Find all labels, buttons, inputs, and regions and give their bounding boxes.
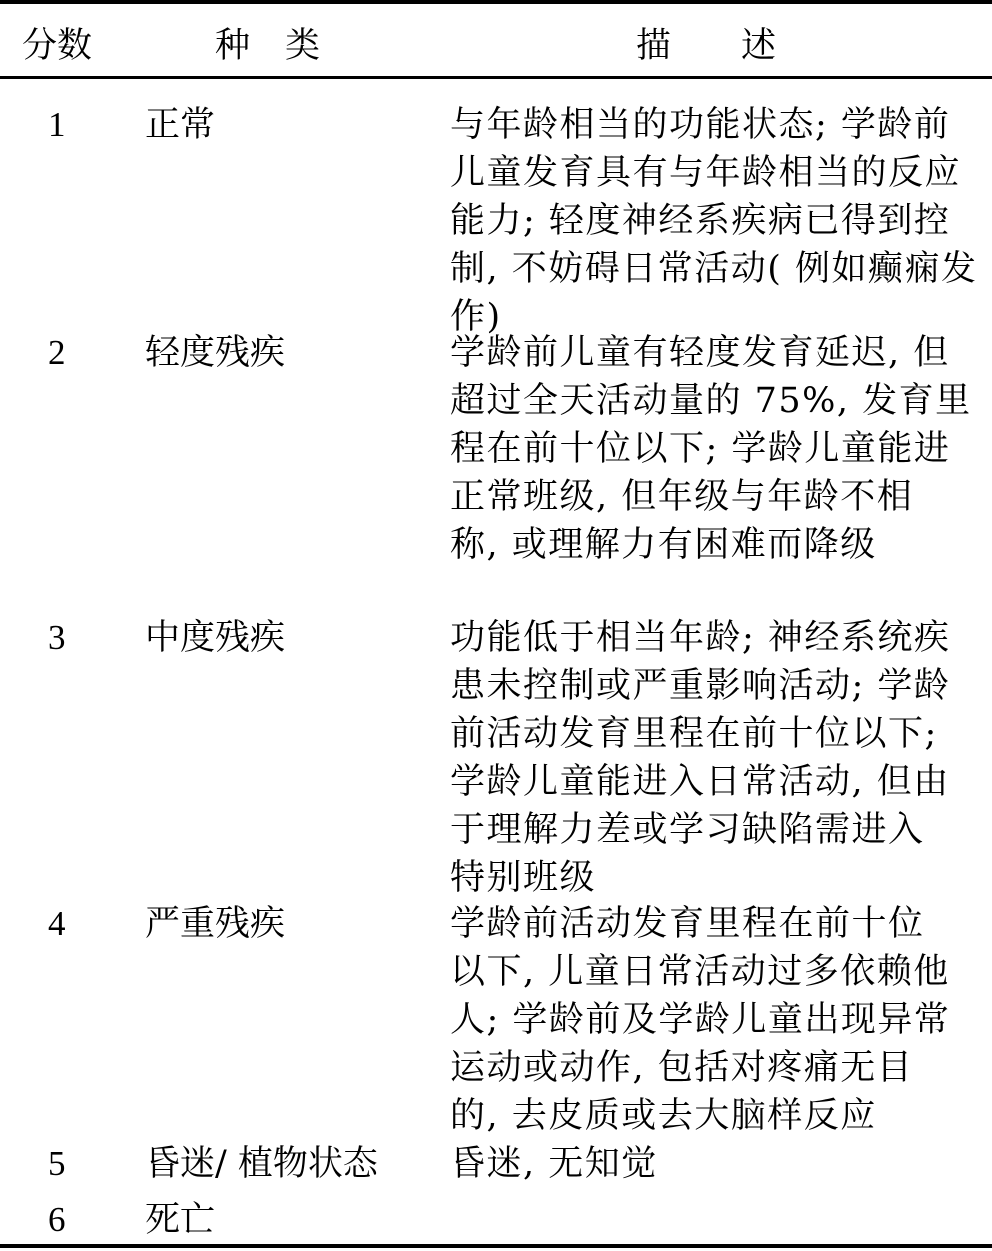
table-top-rule [0,0,992,4]
row-3-description-line: 患未控制或严重影响活动; 学龄 [450,666,951,706]
row-4-description-line: 以下, 儿童日常活动过多依赖他 [450,952,950,992]
row-5-description [450,1140,975,1188]
row-5-kind: 昏迷/ 植物状态 [145,1144,378,1184]
row-3-description-line: 学龄儿童能进入日常活动, 但由 [450,762,950,802]
row-1-description-line: 作) [450,297,502,337]
row-2-score: 2 [48,333,66,372]
row-2-description-line: 学龄前儿童有轻度发育延迟, 但 [450,333,950,373]
row-1-description-line: 儿童发育具有与年龄相当的反应 [450,153,962,193]
row-3-description-line: 功能低于相当年龄; 神经系统疾 [450,618,951,658]
row-2-description-line: 正常班级, 但年级与年龄不相 [450,477,914,517]
row-2-description-line: 称, 或理解力有困难而降级 [450,525,877,565]
row-5-description-line: 昏迷, 无知觉 [450,1144,658,1184]
header-score: 分数 [22,26,93,65]
row-6-kind: 死亡 [145,1200,216,1240]
row-1-description [450,101,978,341]
row-4-description-line: 学龄前活动发育里程在前十位 [450,904,925,944]
row-3-score: 3 [48,618,66,657]
row-2-description-line: 超过全天活动量的 75%, 发育里 [450,381,972,421]
row-1-description-line: 与年龄相当的功能状态; 学龄前 [450,105,951,145]
row-3-description-line: 前活动发育里程在前十位以下; [450,714,938,754]
row-3-description-line: 特别班级 [450,858,597,898]
row-2-description [450,329,975,569]
row-4-description-line: 运动或动作, 包括对疼痛无目 [450,1048,914,1088]
row-4-score: 4 [48,904,66,943]
row-4-description [450,900,975,1140]
row-3-description-line: 于理解力差或学习缺陷需进入 [450,810,925,850]
row-1-description-line: 能力; 轻度神经系疾病已得到控 [450,201,951,241]
table-bottom-rule [0,1244,992,1248]
row-6-score: 6 [48,1200,66,1239]
row-2-kind: 轻度残疾 [145,333,286,373]
header-kind: 种 类 [215,26,321,66]
row-1-score: 1 [48,105,66,144]
table-header-rule [0,76,992,79]
header-description: 描 述 [636,26,777,66]
row-2-description-line: 程在前十位以下; 学龄儿童能进 [450,429,951,469]
row-1-description-line: 制, 不妨碍日常活动( 例如癫痫发 [450,249,978,289]
row-1-kind: 正常 [145,105,216,145]
row-3-description [450,614,975,902]
row-5-score: 5 [48,1144,66,1183]
row-3-kind: 中度残疾 [145,618,286,658]
row-4-description-line: 人; 学龄前及学龄儿童出现异常 [450,1000,951,1040]
row-4-description-line: 的, 去皮质或去大脑样反应 [450,1096,877,1136]
row-4-kind: 严重残疾 [145,904,286,944]
